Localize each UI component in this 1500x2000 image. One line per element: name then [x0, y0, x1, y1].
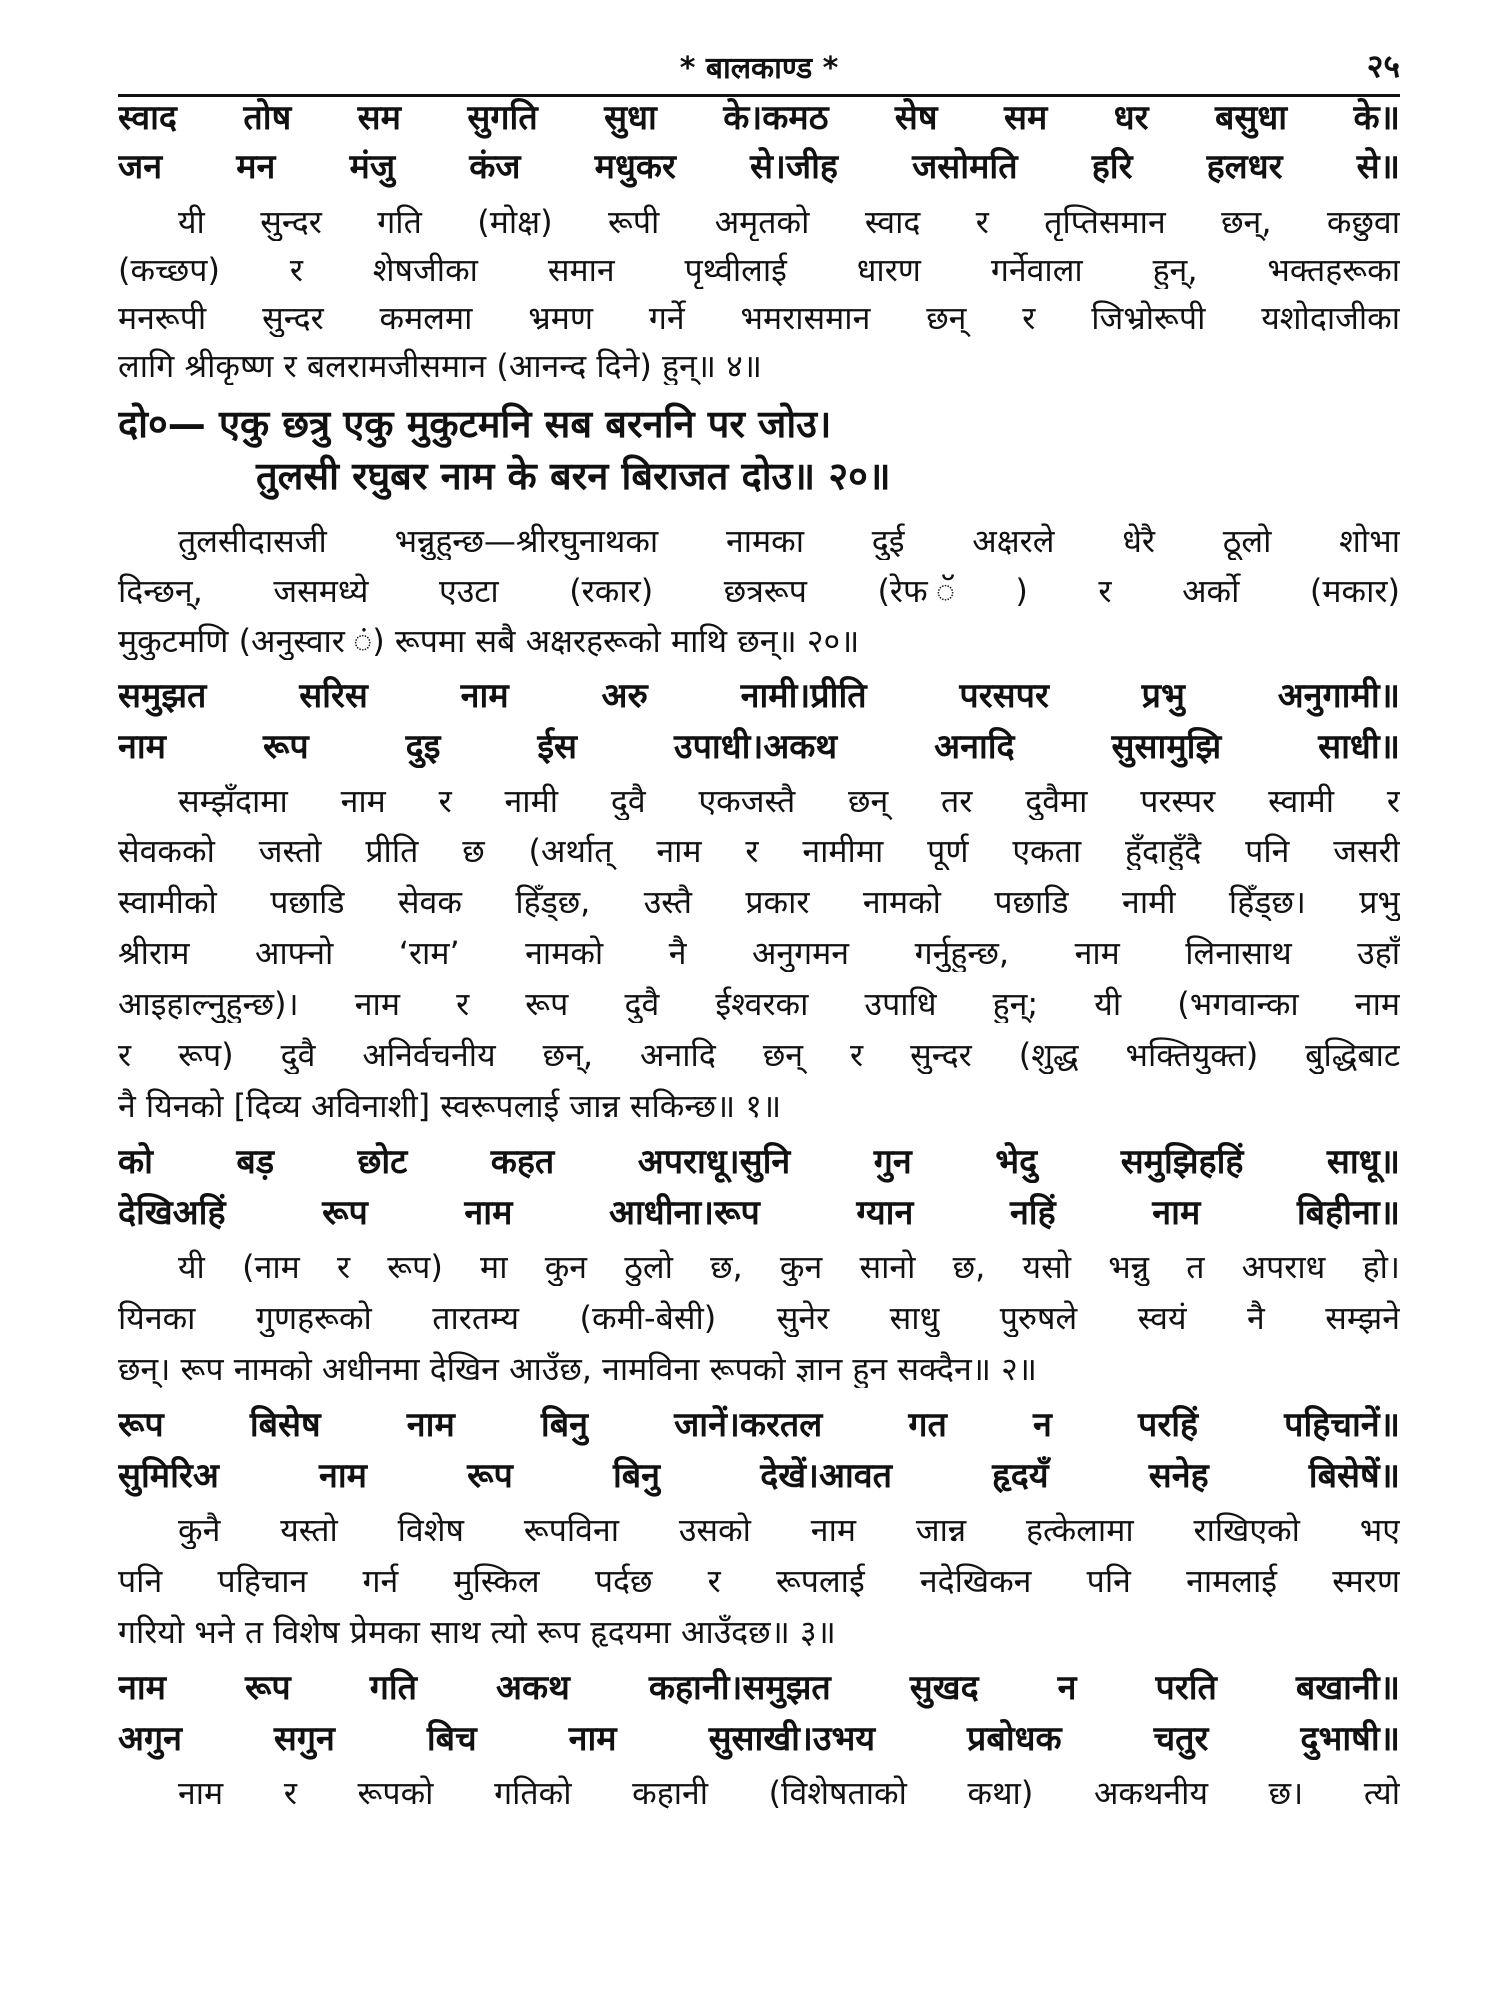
- doha-line: तुलसी रघुबर नाम के बरन बिराजत दोउ॥ २०॥: [256, 454, 891, 498]
- verse-line: जन मन मंजु कंज मधुकर से।जीह जसोमति हरि हलधर से॥: [118, 147, 1400, 187]
- prose-line: यी सुन्दर गति (मोक्ष) रूपी अमृतको स्वाद र तृप्तिसमान छन्, कछुवा: [178, 203, 1400, 241]
- prose-line: श्रीराम आफ्नो ‘राम’ नामको नै अनुगमन गर्नुहुन्छ, नाम लिनासाथ उहाँ: [118, 934, 1400, 972]
- doha-line: दो०— एकु छत्रु एकु मुकुटमनि सब बरननि पर जोउ।: [118, 402, 832, 446]
- prose-line: पनि पहिचान गर्न मुस्किल पर्दछ र रूपलाई नदेखिकन पनि नामलाई स्मरण: [118, 1562, 1400, 1600]
- prose-line: मनरूपी सुन्दर कमलमा भ्रमण गर्ने भमरासमान छन् र जिभ्रोरूपी यशोदाजीका: [118, 299, 1400, 337]
- prose-line: सेवकको जस्तो प्रीति छ (अर्थात् नाम र नामीमा पूर्ण एकता हुँदाहुँदै पनि जसरी: [118, 832, 1400, 870]
- prose-line: नै यिनको [दिव्य अविनाशी] स्वरूपलाई जान्न सकिन्छ॥ १॥: [118, 1087, 782, 1125]
- prose-line: र रूप) दुवै अनिर्वचनीय छन्, अनादि छन् र सुन्दर (शुद्ध भक्तियुक्त) बुद्धिबाट: [118, 1036, 1400, 1074]
- verse-line: को बड़ छोट कहत अपराधू।सुनि गुन भेदु समुझिहहिं साधू॥: [118, 1142, 1400, 1182]
- chapter-title: * बालकाण्ड *: [679, 51, 839, 86]
- verse-line: नाम रूप गति अकथ कहानी।समुझत सुखद न परति बखानी॥: [118, 1668, 1400, 1708]
- verse-line: रूप बिसेष नाम बिनु जानें।करतल गत न परहिं पहिचानें॥: [118, 1405, 1400, 1445]
- verse-line: नाम रूप दुइ ईस उपाधी।अकथ अनादि सुसामुझि साधी॥: [118, 727, 1400, 767]
- prose-line: लागि श्रीकृष्ण र बलरामजीसमान (आनन्द दिने) हुन्॥ ४॥: [118, 347, 762, 385]
- prose-line: यिनका गुणहरूको तारतम्य (कमी-बेसी) सुनेर साधु पुरुषले स्वयं नै सम्झने: [118, 1299, 1400, 1337]
- prose-line: आइहाल्नुहुन्छ)। नाम र रूप दुवै ईश्वरका उपाधि हुन्; यी (भगवान्का नाम: [118, 985, 1400, 1023]
- prose-line: सम्झँदामा नाम र नामी दुवै एकजस्तै छन् तर दुवैमा परस्पर स्वामी र: [178, 782, 1400, 820]
- verse-line: देखिअहिं रूप नाम आधीना।रूप ग्यान नहिं नाम बिहीना॥: [118, 1193, 1400, 1233]
- page-number: २५: [1366, 47, 1400, 85]
- prose-line: यी (नाम र रूप) मा कुन ठुलो छ, कुन सानो छ, यसो भन्नु त अपराध हो।: [178, 1248, 1400, 1286]
- prose-line: गरियो भने त विशेष प्रेमका साथ त्यो रूप हृदयमा आउँदछ॥ ३॥: [118, 1613, 836, 1651]
- prose-line: छन्। रूप नामको अधीनमा देखिन आउँछ, नामविना रूपको ज्ञान हुन सक्दैन॥ २॥: [118, 1350, 1037, 1388]
- verse-line: समुझत सरिस नाम अरु नामी।प्रीति परसपर प्रभु अनुगामी॥: [118, 676, 1400, 716]
- prose-line: (कच्छप) र शेषजीका समान पृथ्वीलाई धारण गर्नेवाला हुन्, भक्तहरूका: [118, 251, 1400, 289]
- prose-line: तुलसीदासजी भन्नुहुन्छ—श्रीरघुनाथका नामका दुई अक्षरले धेरै ठूलो शोभा: [178, 522, 1400, 560]
- prose-line: नाम र रूपको गतिको कहानी (विशेषताको कथा) अकथनीय छ। त्यो: [178, 1774, 1400, 1812]
- verse-line: स्वाद तोष सम सुगति सुधा के।कमठ सेष सम धर बसुधा के॥: [118, 98, 1400, 138]
- prose-line: मुकुटमणि (अनुस्वार ं) रूपमा सबै अक्षरहरूको माथि छन्॥ २०॥: [118, 622, 860, 660]
- verse-line: अगुन सगुन बिच नाम सुसाखी।उभय प्रबोधक चतुर दुभाषी॥: [118, 1719, 1400, 1759]
- prose-line: दिन्छन्, जसमध्ये एउटा (रकार) छत्ररूप (रेफ ॅ) र अर्को (मकार): [118, 572, 1400, 610]
- page-header: [118, 44, 1400, 97]
- prose-line: स्वामीको पछाडि सेवक हिँड्छ, उस्तै प्रकार नामको पछाडि नामी हिँड्छ। प्रभु: [118, 883, 1400, 921]
- prose-line: कुनै यस्तो विशेष रूपविना उसको नाम जान्न हत्केलामा राखिएको भए: [178, 1511, 1400, 1549]
- verse-line: सुमिरिअ नाम रूप बिनु देखें।आवत हृदयँ सनेह बिसेषें॥: [118, 1456, 1400, 1496]
